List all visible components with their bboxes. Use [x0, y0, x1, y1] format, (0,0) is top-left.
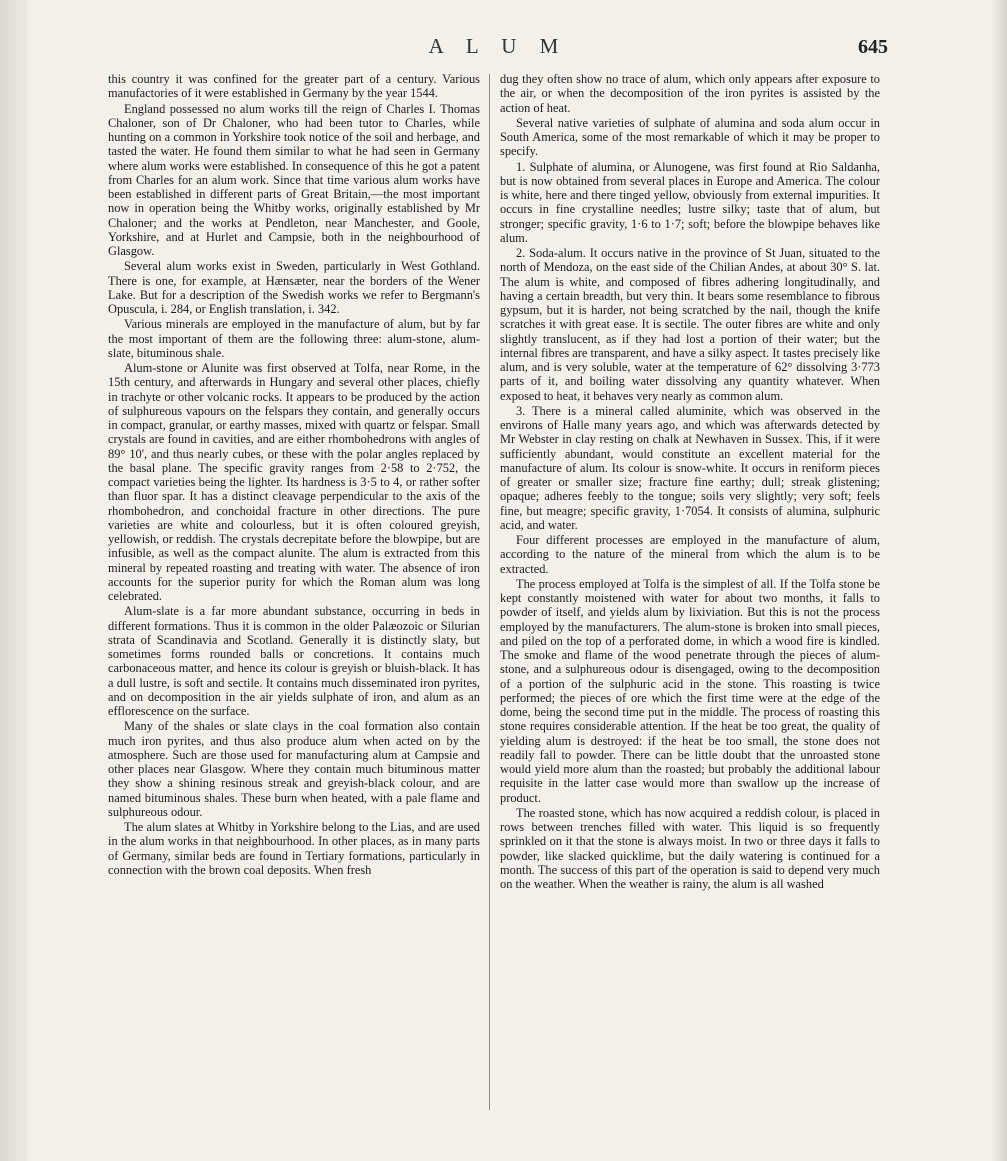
paragraph: 3. There is a mineral called aluminite, which was observed in the environs of Halle many years ago, and which was afterwards detected by Mr Webster in clay resting on chalk at Newhaven in Sussex. This, if it were sufficiently abundant, would constitute an excellent material for the manufacture of alum. Its colour is snow-white. It occurs in reniform pieces of greater or smaller size; fracture fine earthy; dull; streak glistening; opaque; adheres feebly to the tongue; soils very slightly; very soft; feels fine, but meagre; specific gravity, 1·7054. It consists of alumina, sulphuric acid, and water.: [500, 403, 880, 532]
paragraph: Alum-slate is a far more abundant substance, occurring in beds in different formations. Thus it is common in the older Palæozoic or Silurian strata of Scandinavia and Scotland. Generally it is distinctly slaty, but sometimes forms rounded balls or concretions. It contains much carbonaceous matter, and hence its colour is greyish or bluish-black. It has a dull lustre, is soft and sectile. It contains much disseminated iron pyrites, and on decomposition in the air yields sulphate of iron, and alum as an efflorescence on the surface.: [108, 604, 480, 718]
right-column: [500, 72, 880, 892]
page-edge: [991, 0, 1007, 1161]
paragraph: England possessed no alum works till the reign of Charles I. Thomas Chaloner, son of Dr Chaloner, who had been tutor to Charles, while hunting on a common in Yorkshire took notice of the soil and herbage, and tasted the water. He found them similar to what he had seen in Germany where alum works were established. In consequence of this he got a patent from Charles for an alum work. Since that time various alum works have been established in different parts of Great Britain,—the most important now in operation being the Whitby works, originally established by Mr Chaloner; and the works at Pendleton, near Manchester, and Goole, Yorkshire, and at Hurlet and Campsie, both in the neighbourhood of Glasgow.: [108, 101, 480, 258]
left-column: [108, 72, 480, 878]
paragraph: this country it was confined for the greater part of a century. Various manufactories of it were established in Germany by the year 1544.: [108, 72, 480, 101]
paragraph: The roasted stone, which has now acquired a reddish colour, is placed in rows between trenches filled with water. This liquid is so frequently sprinkled on it that the stone is always moist. In two or three days it falls to powder, like slacked quicklime, but the daily watering is continued for a month. The success of this part of the operation is said to depend very much on the weather. When the weather is rainy, the alum is all washed: [500, 805, 880, 891]
column-divider: [489, 74, 490, 1110]
binding-gutter: [0, 0, 28, 1161]
paragraph: Several alum works exist in Sweden, particularly in West Gothland. There is one, for example, at Hænsæter, near the borders of the Wener Lake. But for a description of the Swedish works we refer to Bergmann's Opuscula, i. 284, or English translation, i. 342.: [108, 259, 480, 316]
paragraph: 2. Soda-alum. It occurs native in the province of St Juan, situated to the north of Mendoza, on the east side of the Chilian Andes, at about 30° S. lat. The alum is white, and composed of fibres adhering longitudinally, and having a certain breadth, but very thin. It bears some resemblance to fibrous gypsum, but it is harder, not being scratched by the nail, though the knife scratches it with great ease. It is sectile. The outer fibres are white and only slightly translucent, as if they had lost a portion of their water; but the internal fibres are transparent, and have a silky aspect. It tastes precisely like alum, and is very soluble, water at the temperature of 62° dissolving 3·773 parts of it, and boiling water dissolving any quantity whatever. When exposed to heat, it behaves very nearly as common alum.: [500, 246, 880, 403]
paragraph: Alum-stone or Alunite was first observed at Tolfa, near Rome, in the 15th century, and afterwards in Hungary and several other places, chiefly in trachyte or other volcanic rocks. It appears to be produced by the action of sulphureous vapours on the felspars they contain, and generally occurs in compact, granular, or earthy masses, mixed with quartz or felspar. Small crystals are found in cavities, and are either rhombohedrons with angles of 89° 10', and thus nearly cubes, or these with the polar angles replaced by the basal plane. The specific gravity ranges from 2·58 to 2·752, the compact varieties being the lighter. Its hardness is 3·5 to 4, or rather softer than fluor spar. It has a distinct cleavage perpendicular to the axis of the rhombohedron, and conchoidal fracture in other directions. The pure varieties are white and colourless, but it is often coloured greyish, yellowish, or reddish. The crystals decrepitate before the blowpipe, but are infusible, as well as the compact alunite. The alum is extracted from this mineral by repeated roasting and treating with water. The absence of iron accounts for the superior purity for which the Roman alum was long celebrated.: [108, 361, 480, 603]
page-number: 645: [858, 36, 888, 58]
paragraph: Four different processes are employed in the manufacture of alum, according to the nature of the mineral from which the alum is to be extracted.: [500, 533, 880, 576]
paragraph: The alum slates at Whitby in Yorkshire belong to the Lias, and are used in the alum works in that neighbourhood. In other places, as in many parts of Germany, similar beds are found in Tertiary formations, particularly in connection with the brown coal deposits. When fresh: [108, 820, 480, 877]
paragraph: Various minerals are employed in the manufacture of alum, but by far the most important of them are the following three: alum-stone, alum-slate, bituminous shale.: [108, 317, 480, 360]
page-header: [108, 34, 888, 64]
running-title: A L U M: [428, 34, 568, 58]
paragraph: The process employed at Tolfa is the simplest of all. If the Tolfa stone be kept constantly moistened with water for about two months, it falls to powder of itself, and yields alum by lixiviation. But this is not the process employed by the manufacturers. The alum-stone is broken into small pieces, and piled on the top of a perforated dome, in which a wood fire is kindled. The smoke and flame of the wood penetrate through the pieces of alum-stone, and a sulphureous odour is disengaged, owing to the decomposition of a portion of the sulphuric acid in the stone. This roasting is twice performed; the pieces of ore which the first time were at the edge of the dome, being the second time put in the middle. The process of roasting this stone requires considerable attention. If the heat be too great, the quality of yielding alum is destroyed: if the heat be too small, the stone does not readily fall to powder. There can be little doubt that the unroasted stone would yield more alum than the roasted; but probably the additional labour requisite in the latter case would more than swallow up the increase of product.: [500, 576, 880, 805]
paragraph: Many of the shales or slate clays in the coal formation also contain much iron pyrites, and thus also produce alum when acted on by the atmosphere. Such are those used for manufacturing alum at Campsie and other places near Glasgow. Where they contain much bituminous matter they show a shining resinous streak and greyish-black colour, and are named bituminous shales. These burn when heated, with a pale flame and sulphureous odour.: [108, 719, 480, 819]
paragraph: dug they often show no trace of alum, which only appears after exposure to the air, or when the decomposition of the iron pyrites is assisted by the action of heat.: [500, 72, 880, 115]
paragraph: 1. Sulphate of alumina, or Alunogene, was first found at Rio Saldanha, but is now obtained from several places in Europe and America. The colour is white, here and there tinged yellow, obviously from external impurities. It occurs in fine crystalline needles; lustre silky; taste that of alum, but stronger; specific gravity, 1·6 to 1·7; soft; before the blowpipe behaves like alum.: [500, 159, 880, 245]
paragraph: Several native varieties of sulphate of alumina and soda alum occur in South America, some of the most remarkable of which it may be proper to specify.: [500, 115, 880, 159]
